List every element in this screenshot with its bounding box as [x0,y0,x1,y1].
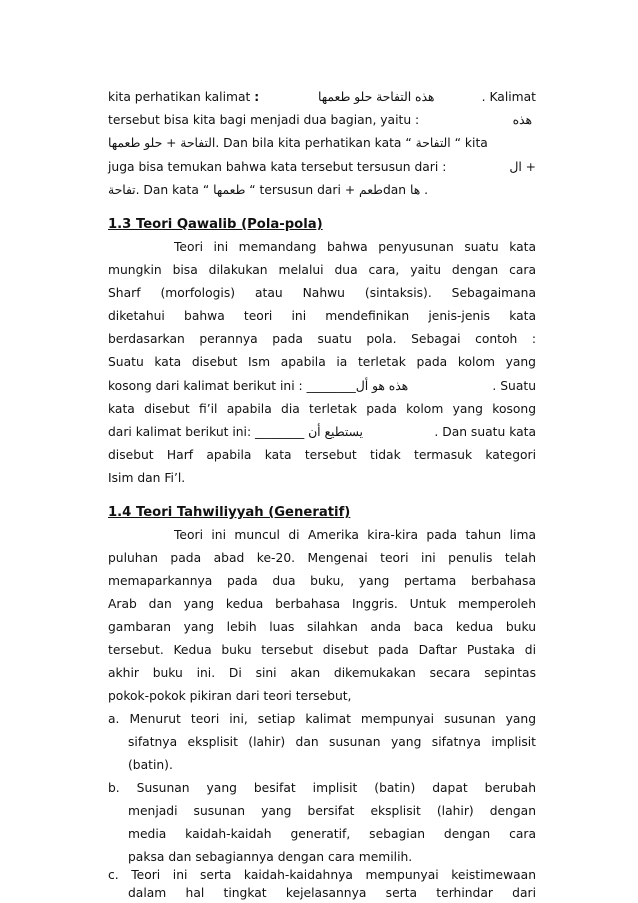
list-item-c: c. Teori ini serta kaidah-kaidahnya mempunyai keistimewaan [108,868,536,882]
list-item-b-cont-2: media kaidah-kaidah generatif, sebagian dengan cara [128,827,536,841]
list-item-b: b. Susunan yang besifat implisit (batin) dapat berubah [108,781,536,795]
line-text-right: . Suatu [492,379,536,393]
text-line-4 [108,158,536,177]
list-item-b-cont-1: menjadi susunan yang bersifat eksplisit (lahir) dengan [128,804,536,818]
list-item-a-cont-2: (batin). [128,758,173,772]
text-line-10: diketahui bahwa teori ini mendefinikan jenis-jenis kata [108,309,536,323]
arabic-phrase: تفاحة [108,183,136,197]
text-line-8: mungkin bisa dilakukan melalui dua cara, yaitu dengan cara [108,263,536,277]
text-line-19: Teori ini muncul di Amerika kira-kira pada tahun lima [174,528,536,542]
text-line-12: Suatu kata disebut Ism apabila ia terletak pada kolom yang [108,355,536,369]
arabic-phrase: يستطيع أن [308,425,363,439]
arabic-phrase: هذه [512,113,532,127]
arabic-phrase: + ال [509,160,536,174]
text-line-5 [108,181,536,200]
section-heading-1-4: 1.4 Teori Tahwiliyyah (Generatif) [108,505,351,520]
line-text-left: juga bisa temukan bahwa kata tersebut tersusun dari : [108,160,447,174]
text-line-16: disebut Harf apabila kata tersebut tidak termasuk kategori [108,448,536,462]
line-text-right: . Kalimat [481,90,536,104]
text-line-13 [108,377,536,396]
text-line-22: Arab dan yang kedua berbahasa Inggris. Untuk memperoleh [108,597,536,611]
text-line-25: akhir buku ini. Di sini akan dikemukakan secara sepintas [108,666,536,680]
text-line-3 [108,134,536,153]
text-line-11: berdasarkan perannya pada suatu pola. Sebagai contoh : [108,332,536,346]
line-text-left: dari kalimat berikut ini: ________ [108,425,305,439]
text-line-21: memaparkannya pada dua buku, yang pertama berbahasa [108,574,536,588]
line-text-left: kosong dari kalimat berikut ini : ________ [108,379,356,393]
text-line-9: Sharf (morfologis) atau Nahwu (sintaksis). Sebagaimana [108,286,536,300]
line-text-right: . Dan kata “ طعمها “ tersusun dari + طعمdan ها . [135,183,429,197]
list-item-a: a. Menurut teori ini, setiap kalimat mempunyai susunan yang [108,712,536,726]
list-item-a-cont-1: sifatnya eksplisit (lahir) dan susunan yang sifatnya implisit [128,735,536,749]
text-line-2 [108,111,536,130]
line-text-left: kita perhatikan kalimat [108,90,255,104]
colon: : [254,90,260,104]
text-line-24: tersebut. Kedua buku tersebut disebut pada Daftar Pustaka di [108,643,536,657]
list-item-b-cont-3: paksa dan sebagiannya dengan cara memilih. [128,850,413,864]
text-line-23: gambaran yang lebih luas silahkan anda baca kedua buku [108,620,536,634]
line-text-right: . Dan suatu kata [434,425,536,439]
text-line-14: kata disebut fi’il apabila dia terletak pada kolom yang kosong [108,402,536,416]
text-line-17: Isim dan Fi’l. [108,471,186,485]
text-line-26: pokok-pokok pikiran dari teori tersebut, [108,689,352,703]
text-line-1 [108,88,536,107]
line-text-left: tersebut bisa kita bagi menjadi dua bagian, yaitu : [108,113,420,127]
text-line-15 [108,423,536,442]
section-heading-1-3: 1.3 Teori Qawalib (Pola-pola) [108,217,323,232]
text-line-20: puluhan pada abad ke-20. Mengenai teori ini penulis telah [108,551,536,565]
text-line-7: Teori ini memandang bahwa penyusunan suatu kata [174,240,536,254]
line-text-right: . Dan bila kita perhatikan kata “ التفاحة “ kita [215,136,488,150]
arabic-phrase: هذه التفاحة حلو طعمها [318,90,435,104]
list-item-c-cont-1: dalam hal tingkat kejelasannya serta terhindar dari [128,886,536,900]
arabic-phrase: هذه هو أل [355,379,409,393]
arabic-phrase: التفاحة + حلو طعمها [108,136,216,150]
